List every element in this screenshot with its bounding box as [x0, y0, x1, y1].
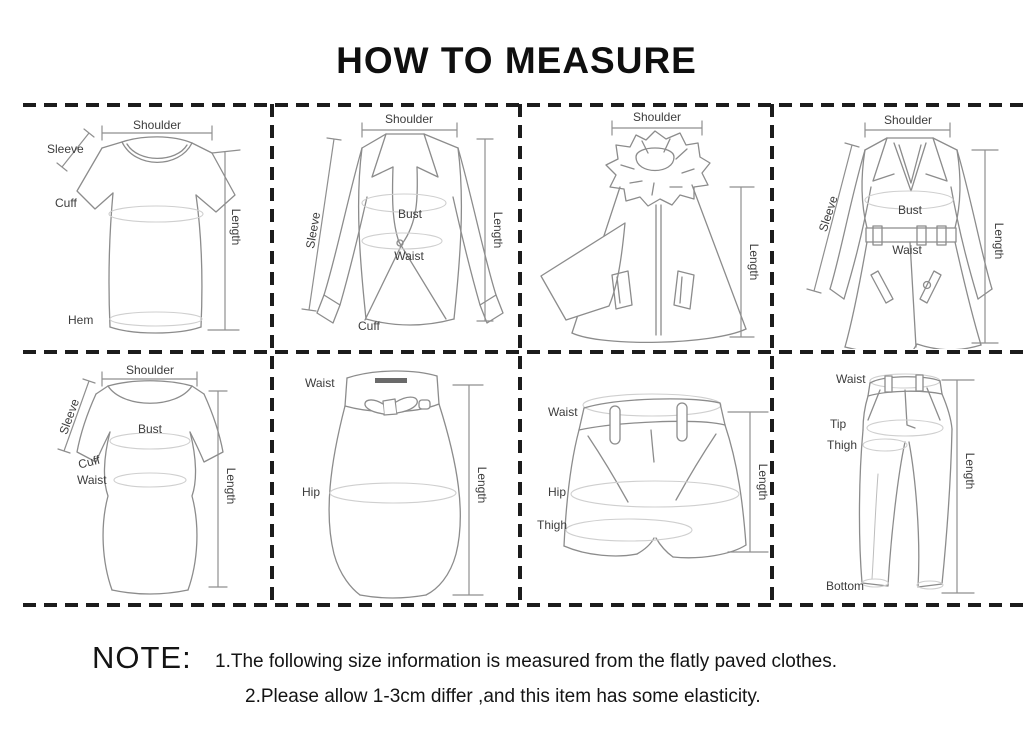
- panel-fur-coat: [522, 107, 770, 349]
- blazer-sleeve-label: Sleeve: [302, 211, 324, 250]
- skirt-waist-label: Waist: [305, 376, 335, 390]
- skirt-hip-label: Hip: [302, 485, 321, 499]
- dress-waist-label: Waist: [77, 473, 107, 487]
- pants-length-label: Length: [963, 452, 977, 490]
- shorts-thigh-label: Thigh: [537, 518, 568, 532]
- tshirt-hem-ellipse: [110, 312, 202, 326]
- grid-hline-bottom: [23, 603, 1031, 607]
- dress-shoulder-label: Shoulder: [125, 363, 175, 377]
- shorts-hip-ellipse: [571, 481, 739, 507]
- blazer-drawing: [317, 134, 503, 325]
- panel-trench: [774, 107, 1030, 349]
- dress-cuff-label: Cuff: [76, 452, 102, 472]
- skirt-length-label: Length: [475, 466, 489, 504]
- skirt-drawing: [329, 371, 460, 598]
- shorts-thigh-ellipse: [566, 519, 692, 541]
- tshirt-measure-lines: [57, 126, 240, 330]
- skirt-hip-ellipse: [330, 483, 456, 503]
- panel-dress: [23, 354, 270, 603]
- dress-length-label: Length: [224, 467, 238, 505]
- note-line-1: 1.The following size information is measured from the flatly paved clothes.: [215, 651, 838, 672]
- trench-waist-label: Waist: [892, 243, 922, 257]
- pants-waist-label: Waist: [836, 372, 866, 386]
- tshirt-drawing: [77, 137, 235, 333]
- page-title: HOW TO MEASURE: [336, 40, 697, 81]
- fur-coat-length-label: Length: [747, 243, 761, 281]
- pants-drawing: [859, 375, 952, 587]
- tshirt-length-label: Length: [229, 208, 243, 246]
- tshirt-sleeve-label: Sleeve: [47, 142, 84, 156]
- pants-hip-ellipse: [867, 420, 943, 436]
- panel-tshirt: [23, 107, 270, 349]
- panel-blazer: [274, 107, 518, 349]
- pants-tip-label: Tip: [830, 417, 847, 431]
- fur-coat-drawing: [541, 131, 746, 342]
- trench-bust-label: Bust: [897, 203, 923, 217]
- panel-skirt: [274, 354, 518, 603]
- note-heading: NOTE:: [92, 640, 192, 675]
- shorts-length-label: Length: [756, 463, 770, 501]
- blazer-bust-label: Bust: [397, 207, 423, 221]
- trench-length-label: Length: [992, 222, 1006, 260]
- trench-shoulder-label: Shoulder: [883, 113, 933, 127]
- tshirt-shoulder-label: Shoulder: [132, 118, 182, 132]
- blazer-measure-lines: [302, 123, 493, 321]
- blazer-cuff-label: Cuff: [358, 319, 380, 333]
- blazer-waist-label: Waist: [394, 249, 424, 263]
- fur-coat-shoulder-label: Shoulder: [632, 110, 682, 124]
- dress-bust-label: Bust: [137, 422, 163, 436]
- tshirt-cuff-label: Cuff: [55, 196, 77, 210]
- tshirt-hem-label: Hem: [68, 313, 94, 327]
- blazer-shoulder-label: Shoulder: [384, 112, 434, 126]
- panel-shorts: [522, 354, 770, 603]
- panel-pants: [774, 354, 1030, 603]
- trench-sleeve-label: Sleeve: [815, 194, 841, 234]
- pants-bottom-label: Bottom: [826, 579, 865, 593]
- pants-thigh-ellipse: [863, 439, 907, 451]
- shorts-waist-ellipse: [583, 394, 721, 416]
- shorts-hip-label: Hip: [548, 485, 567, 499]
- shorts-drawing: [564, 399, 746, 558]
- shorts-waist-label: Waist: [548, 405, 578, 419]
- pants-thigh-label: Thigh: [827, 438, 858, 452]
- blazer-length-label: Length: [491, 211, 505, 249]
- dress-waist-ellipse: [114, 473, 186, 487]
- tshirt-bust-ellipse: [109, 206, 203, 222]
- dress-sleeve-label: Sleeve: [56, 396, 83, 437]
- note-line-2: 2.Please allow 1-3cm differ ,and this item has some elasticity.: [245, 686, 761, 707]
